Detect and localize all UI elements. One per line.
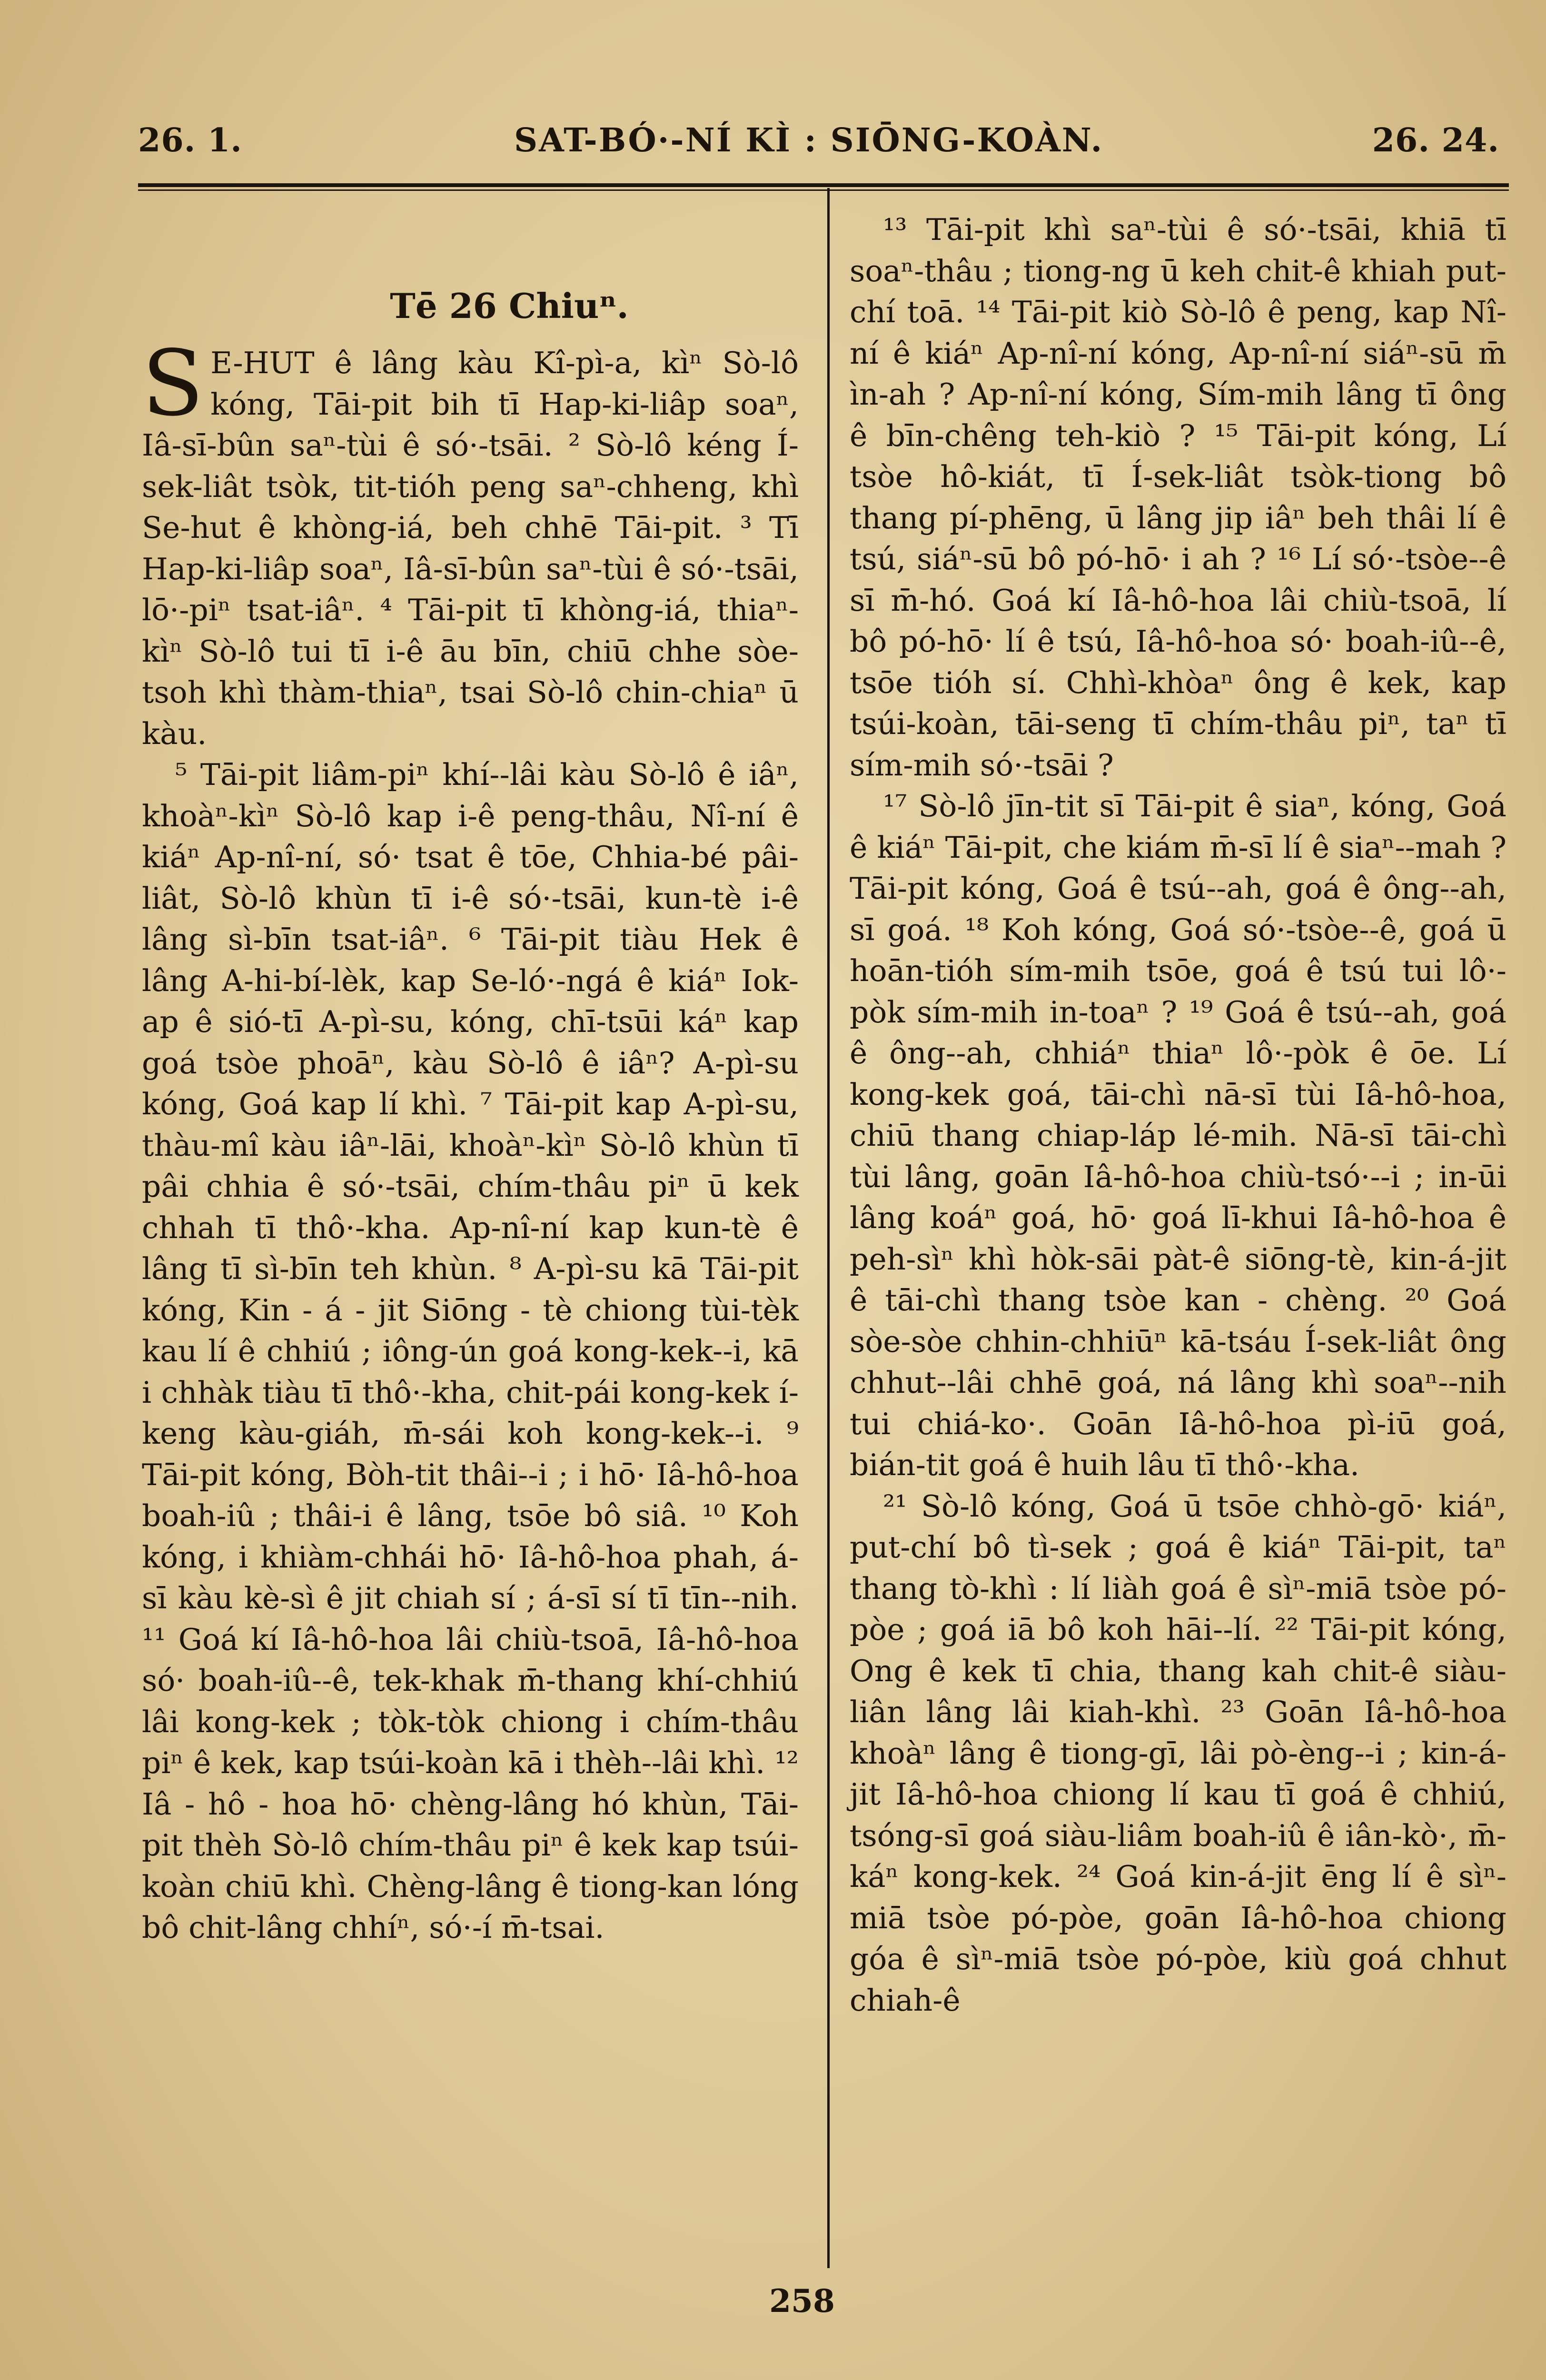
- header-verse-end: 26. 24.: [1372, 121, 1499, 159]
- drop-cap: S: [142, 331, 204, 436]
- page-number: 258: [769, 2282, 835, 2320]
- paragraph: ²¹ Sò-lô kóng, Goá ū tsōe chhò-gō· kiáⁿ, put-chí bô tì-sek ; goá ê kiáⁿ Tāi-pit, taⁿ thang tò-khì : lí liàh goá ê sìⁿ-miā tsòe pó-pòe ; goá iā bô koh hāi--lí. ²² Tāi-pit kóng, Ong ê kek tī chia, thang kah chit-ê siàu-liân lâng lâi kiah-khì. ²³ Goān Iâ-hô-hoa khoàⁿ lâng ê tiong-gī, lâi pò-èng--i ; kin-á-jit Iâ-hô-hoa chiong lí kau tī goá ê chhiú, tsóng-sī goá siàu-liâm boah-iû ê iân-kò·, m̄-káⁿ kong-kek. ²⁴ Goá kin-á-jit ēng lí ê sìⁿ-miā tsòe pó-pòe, goān Iâ-hô-hoa chiong góa ê sìⁿ-miā tsòe pó-pòe, kiù goá chhut chiah-ê: [850, 1488, 1506, 2018]
- running-header: [138, 121, 1509, 174]
- chapter-title: Tē 26 Chiuⁿ.: [390, 286, 629, 326]
- column-divider: [827, 188, 830, 2268]
- right-column: [850, 209, 1506, 2021]
- paragraph: ¹³ Tāi-pit khì saⁿ-tùi ê só·-tsāi, khiā tī soaⁿ-thâu ; tiong-ng ū keh chit-ê khiah put-chí toā. ¹⁴ Tāi-pit kiò Sò-lô ê peng, kap Nî-ní ê kiáⁿ Ap-nî-ní kóng, Ap-nî-ní siáⁿ-sū m̄ ìn-ah ? Ap-nî-ní kóng, Sím-mih lâng tī ông ê bīn-chêng teh-kiò ? ¹⁵ Tāi-pit kóng, Lí tsòe hô-kiát, tī Í-sek-liât tsòk-tiong bô thang pí-phēng, ū lâng jip iâⁿ beh thâi lí ê tsú, siáⁿ-sū bô pó-hō· i ah ? ¹⁶ Lí só·-tsòe--ê sī m̄-hó. Goá kí Iâ-hô-hoa lâi chiù-tsoā, lí bô pó-hō· lí ê tsú, Iâ-hô-hoa só· boah-iû--ê, tsōe tióh sí. Chhì-khòaⁿ ông ê kek, kap tsúi-koàn, tāi-seng tī chím-thâu piⁿ, taⁿ tī sím-mih só·-tsāi ?: [850, 212, 1506, 783]
- paragraph: ¹⁷ Sò-lô jīn-tit sī Tāi-pit ê siaⁿ, kóng, Goá ê kiáⁿ Tāi-pit, che kiám m̄-sī lí ê siaⁿ--mah ? Tāi-pit kóng, Goá ê tsú--ah, goá ê ông--ah, sī goá. ¹⁸ Koh kóng, Goá só·-tsòe--ê, goá ū hoān-tióh sím-mih tsōe, goá ê tsú tui lô·-pòk sím-mih in-toaⁿ ? ¹⁹ Goá ê tsú--ah, goá ê ông--ah, chhiáⁿ thiaⁿ lô·-pòk ê ōe. Lí kong-kek goá, tāi-chì nā-sī tùi Iâ-hô-hoa, chiū thang chiap-láp lé-mih. Nā-sī tāi-chì tùi lâng, goān Iâ-hô-hoa chiù-tsó·--i ; in-ūi lâng koáⁿ goá, hō· goá lī-khui Iâ-hô-hoa ê peh-sìⁿ khì hòk-sāi pàt-ê siōng-tè, kin-á-jit ê tāi-chì thang tsòe kan - chèng. ²⁰ Goá sòe-sòe chhin-chhiūⁿ kā-tsáu Í-sek-liât ông chhut--lâi chhē goá, ná lâng khì soaⁿ--nih tui chiá-ko·. Goān Iâ-hô-hoa pì-iū goá, bián-tit goá ê huih lâu tī thô·-kha.: [850, 789, 1506, 1482]
- header-rule-thin: [138, 189, 1509, 191]
- paragraph: ⁵ Tāi-pit liâm-piⁿ khí--lâi kàu Sò-lô ê iâⁿ, khoàⁿ-kìⁿ Sò-lô kap i-ê peng-thâu, Nî-ní ê kiáⁿ Ap-nî-ní, só· tsat ê tōe, Chhia-bé pâi-liât, Sò-lô khùn tī i-ê só·-tsāi, kun-tè i-ê lâng sì-bīn tsat-iâⁿ. ⁶ Tāi-pit tiàu Hek ê lâng A-hi-bí-lèk, kap Se-ló·-ngá ê kiáⁿ Iok-ap ê sió-tī A-pì-su, kóng, chī-tsūi káⁿ kap goá tsòe phoāⁿ, kàu Sò-lô ê iâⁿ? A-pì-su kóng, Goá kap lí khì. ⁷ Tāi-pit kap A-pì-su, thàu-mî kàu iâⁿ-lāi, khoàⁿ-kìⁿ Sò-lô khùn tī pâi chhia ê só·-tsāi, chím-thâu piⁿ ū kek chhah tī thô·-kha. Ap-nî-ní kap kun-tè ê lâng tī sì-bīn teh khùn. ⁸ A-pì-su kā Tāi-pit kóng, Kin - á - jit Siōng - tè chiong tùi-tèk kau lí ê chhiú ; iông-ún goá kong-kek--i, kā i chhàk tiàu tī thô·-kha, chit-pái kong-kek í-keng kàu-giáh, m̄-sái koh kong-kek--i. ⁹ Tāi-pit kóng, Bòh-tit thâi--i ; i hō· Iâ-hô-hoa boah-iû ; thâi-i ê lâng, tsōe bô siâ. ¹⁰ Koh kóng, i khiàm-chhái hō· Iâ-hô-hoa phah, á-sī kàu kè-sì ê jit chiah sí ; á-sī sí tī tīn--nih. ¹¹ Goá kí Iâ-hô-hoa lâi chiù-tsoā, Iâ-hô-hoa só· boah-iû--ê, tek-khak m̄-thang khí-chhiú lâi kong-kek ; tòk-tòk chiong i chím-thâu piⁿ ê kek, kap tsúi-koàn kā i thèh--lâi khì. ¹² Iâ - hô - hoa hō· chèng-lâng hó khùn, Tāi-pit thèh Sò-lô chím-thâu piⁿ ê kek kap tsúi-koàn chiū khì. Chèng-lâng ê tiong-kan lóng bô chit-lâng chhíⁿ, só·-í m̄-tsai.: [142, 757, 799, 1945]
- left-column: [142, 331, 799, 1949]
- paragraph-text: E-HUT ê lâng kàu Kî-pì-a, kìⁿ Sò-lô kóng, Tāi-pit bih tī Hap-ki-liâp soaⁿ, Iâ-sī-bûn saⁿ-tùi ê só·-tsāi. ² Sò-lô kéng Í-sek-liât tsòk, tit-tióh peng saⁿ-chheng, khì Se-hut ê khòng-iá, beh chhē Tāi-pit. ³ Tī Hap-ki-liâp soaⁿ, Iâ-sī-bûn saⁿ-tùi ê só·-tsāi, lō·-piⁿ tsat-iâⁿ. ⁴ Tāi-pit tī khòng-iá, thiaⁿ-kìⁿ Sò-lô tui tī i-ê āu bīn, chiū chhe sòe-tsoh khì thàm-thiaⁿ, tsai Sò-lô chin-chiaⁿ ū kàu.: [142, 346, 799, 751]
- paragraph: [142, 331, 799, 754]
- header-book-title: SAT-BÓ·-NÍ KÌ : SIŌNG-KOÀN.: [514, 121, 1104, 159]
- header-verse-start: 26. 1.: [138, 121, 242, 159]
- header-rule-thick: [138, 183, 1509, 187]
